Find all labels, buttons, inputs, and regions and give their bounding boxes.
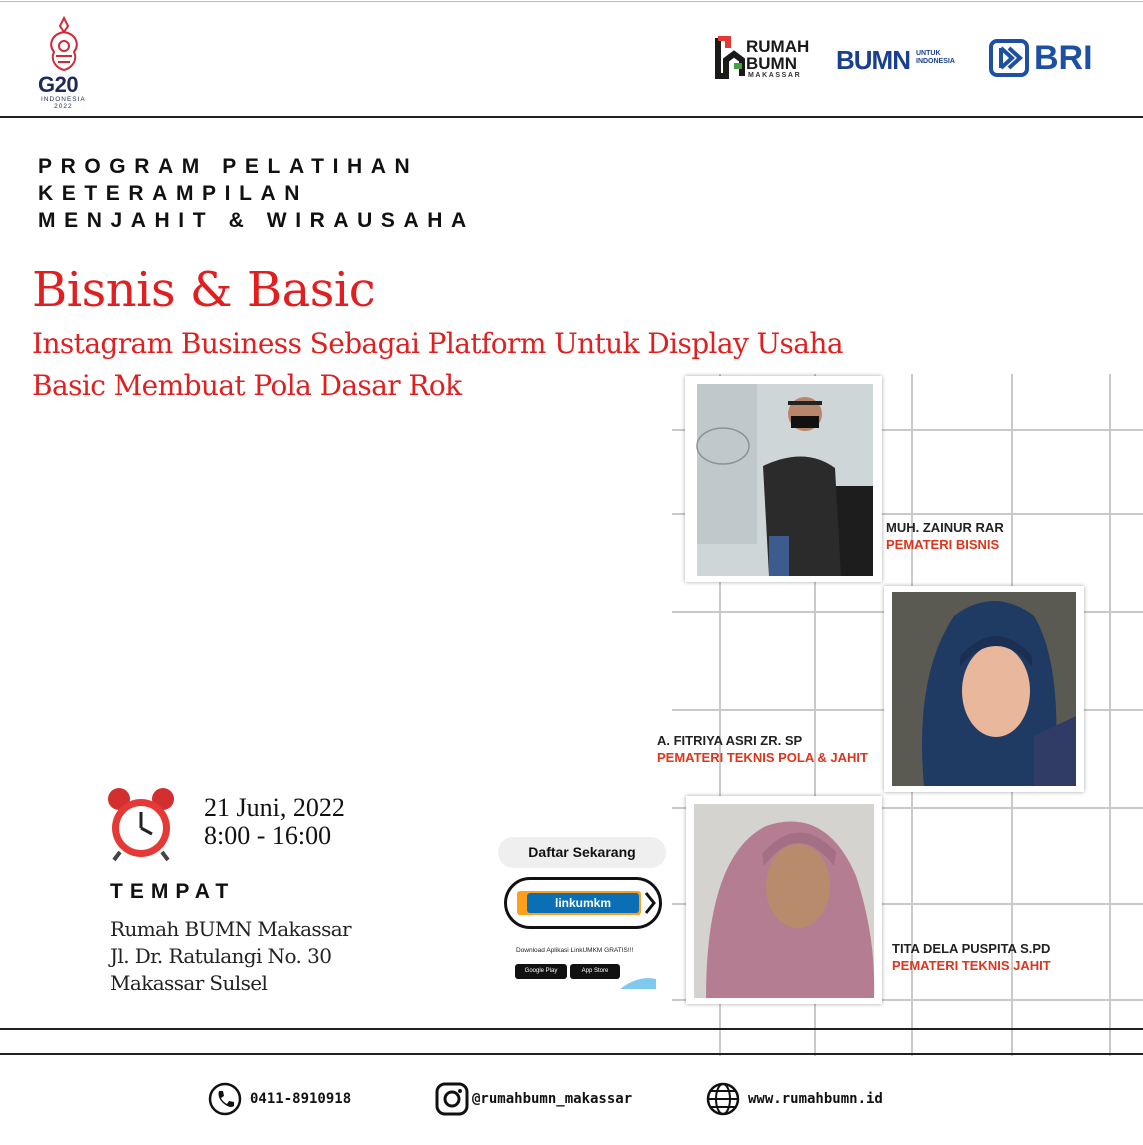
google-play-badge[interactable]: Google Play bbox=[515, 964, 567, 979]
speaker-1-role: PEMATERI BISNIS bbox=[886, 537, 1000, 552]
speaker-1-name: MUH. ZAINUR RAR bbox=[886, 520, 1004, 535]
globe-icon bbox=[706, 1082, 740, 1116]
event-date: 21 Juni, 2022 bbox=[204, 793, 345, 822]
footer-website[interactable]: www.rumahbumn.id bbox=[748, 1091, 883, 1107]
event-datetime bbox=[204, 794, 345, 850]
speaker-1-portrait bbox=[685, 376, 882, 582]
speaker-3-role: PEMATERI TEKNIS JAHIT bbox=[892, 958, 1051, 973]
chevron-right-icon bbox=[643, 891, 657, 915]
speaker-2-name: A. FITRIYA ASRI ZR. SP bbox=[657, 733, 803, 748]
phone-icon bbox=[208, 1082, 242, 1116]
bri-logo bbox=[988, 38, 1093, 80]
bri-logo-text: BRI bbox=[1034, 39, 1093, 77]
subtitle-1: Instagram Business Sebagai Platform Untuk Display Usaha bbox=[32, 327, 843, 360]
program-line-3: MENJAHIT & WIRAUSAHA bbox=[38, 209, 475, 232]
footer-divider-1 bbox=[0, 1028, 1143, 1030]
bumn-logo-text: BUMN bbox=[836, 45, 910, 75]
g20-label: G20 bbox=[38, 72, 79, 97]
venue-address bbox=[110, 916, 351, 997]
linkumkm-label: linkumkm bbox=[527, 893, 639, 913]
rumah-bumn-logo bbox=[712, 32, 816, 82]
download-app-text: Download Aplikasi LinkUMKM GRATIS!!! bbox=[516, 947, 634, 954]
alarm-clock-icon bbox=[106, 786, 176, 862]
speaker-photo-1 bbox=[685, 376, 882, 582]
speaker-3-portrait bbox=[686, 796, 882, 1004]
bri-emblem-icon bbox=[988, 38, 1030, 78]
footer-divider-2 bbox=[0, 1053, 1143, 1055]
rumah-bumn-title: RUMAH BUMN bbox=[746, 37, 810, 73]
top-border bbox=[0, 1, 1143, 2]
venue-line-1: Rumah BUMN Makassar bbox=[110, 917, 352, 941]
g20-logo bbox=[36, 16, 100, 112]
linkumkm-link-button[interactable] bbox=[504, 877, 662, 929]
g20-emblem-icon bbox=[42, 16, 86, 72]
program-line-1: PROGRAM PELATIHAN bbox=[38, 155, 419, 178]
venue-line-2: Jl. Dr. Ratulangi No. 30 bbox=[110, 944, 332, 968]
register-now-button[interactable]: Daftar Sekarang bbox=[498, 837, 666, 868]
speaker-3-name: TITA DELA PUSPITA S.PD bbox=[892, 941, 1051, 956]
rumah-bumn-emblem-icon bbox=[714, 36, 746, 80]
rumah-bumn-sub: MAKASSAR bbox=[748, 72, 802, 79]
decorative-wave-icon bbox=[620, 975, 656, 989]
speaker-2-portrait bbox=[884, 586, 1084, 792]
app-store-badge[interactable]: App Store bbox=[570, 964, 620, 979]
header-divider bbox=[0, 116, 1143, 118]
speaker-photo-3 bbox=[686, 796, 882, 1004]
g20-sub: INDONESIA 2022 bbox=[41, 96, 86, 110]
speaker-photo-2 bbox=[884, 586, 1084, 792]
footer-phone[interactable]: 0411-8910918 bbox=[250, 1091, 352, 1107]
venue-line-3: Makassar Sulsel bbox=[110, 971, 268, 995]
event-time: 8:00 - 16:00 bbox=[204, 821, 332, 850]
speaker-2-role: PEMATERI TEKNIS POLA & JAHIT bbox=[657, 750, 868, 765]
program-line-2: KETERAMPILAN bbox=[38, 182, 309, 205]
bumn-logo bbox=[836, 46, 966, 76]
venue-label: TEMPAT bbox=[110, 880, 236, 903]
footer-instagram[interactable]: @rumahbumn_makassar bbox=[472, 1091, 633, 1107]
bumn-logo-sub: UNTUK INDONESIA bbox=[916, 50, 955, 65]
main-heading: Bisnis & Basic bbox=[32, 262, 376, 318]
instagram-icon bbox=[435, 1082, 469, 1116]
subtitle-2: Basic Membuat Pola Dasar Rok bbox=[32, 369, 462, 402]
program-title bbox=[38, 153, 475, 234]
